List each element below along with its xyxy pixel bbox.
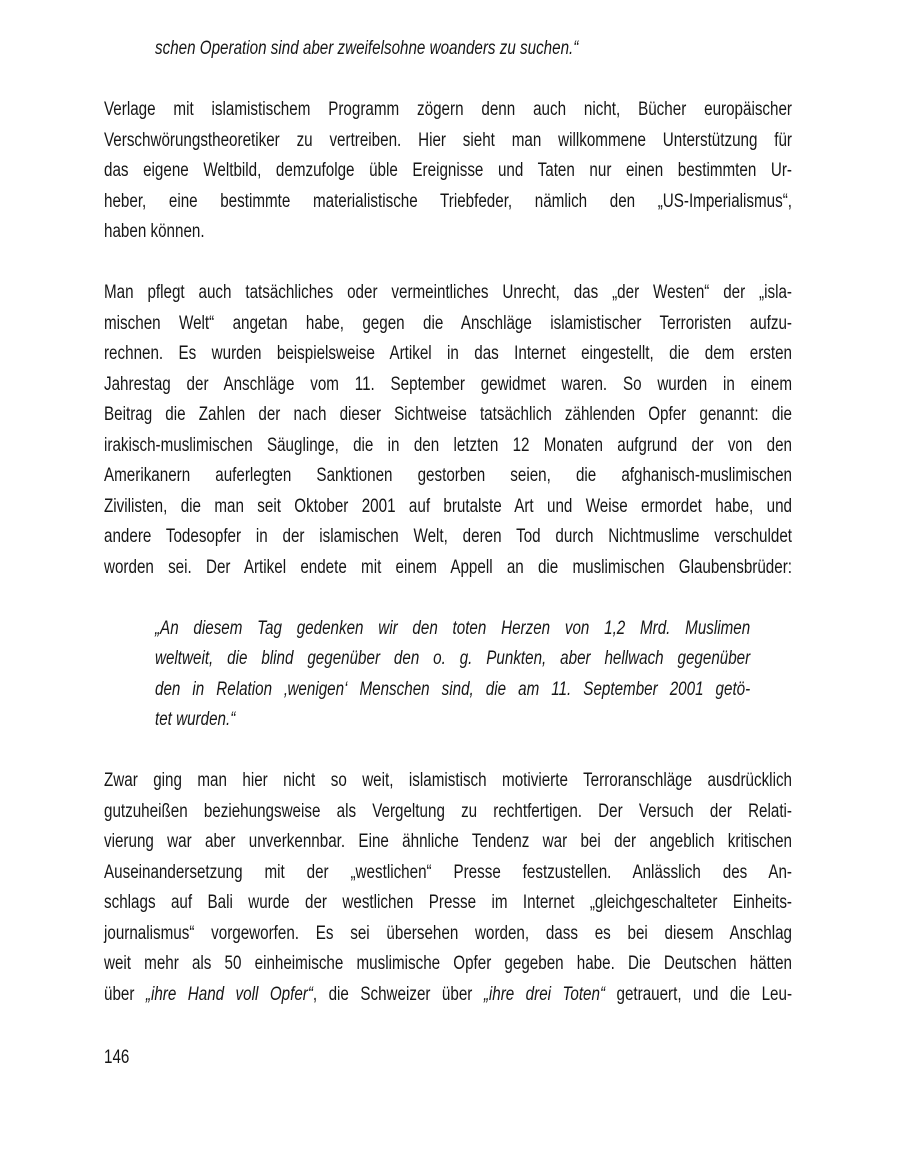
text-segment: Beitrag die Zahlen der nach dieser Sichtweise tatsächlich zählenden Opfer genannt: die xyxy=(104,404,792,425)
text-line xyxy=(104,858,792,889)
text-line xyxy=(104,187,792,218)
text-line xyxy=(104,339,792,370)
text-line xyxy=(104,888,792,919)
text-line xyxy=(155,614,750,645)
text-line xyxy=(104,797,792,828)
text-line xyxy=(104,492,792,523)
blockquote xyxy=(155,614,900,736)
paragraph-3 xyxy=(104,766,900,1010)
text-segment: getrauert, und die Leu- xyxy=(605,983,793,1005)
text-line xyxy=(155,675,750,706)
text-line xyxy=(104,217,792,248)
text-line xyxy=(155,34,750,65)
text-segment: Verschwörungstheoretiker zu vertreiben. Hier sieht man willkommene Unterstützung für xyxy=(104,129,792,151)
text-segment: das eigene Weltbild, demzufolge üble Ereignisse und Taten nur einen bestimmten Ur- xyxy=(104,160,792,181)
text-segment: schen Operation sind aber zweifelsohne woanders zu suchen.“ xyxy=(155,38,579,59)
text-segment: schlags auf Bali wurde der westlichen Presse im Internet „gleichgeschalteter Einheits- xyxy=(104,892,792,913)
italic-text-segment: „ihre drei Toten“ xyxy=(483,983,606,1005)
text-segment: Amerikanern auferlegten Sanktionen gestorben seien, die afghanisch-muslimischen xyxy=(104,465,792,486)
text-line xyxy=(104,126,792,157)
paragraph-2 xyxy=(104,278,900,583)
text-segment: Jahrestag der Anschläge vom 11. September gewidmet waren. So wurden in einem xyxy=(104,373,792,395)
text-line xyxy=(104,431,792,462)
text-segment: den in Relation ‚wenigen‘ Menschen sind, die am 11. September 2001 getö- xyxy=(155,678,751,700)
page-number: 146 xyxy=(104,1047,130,1068)
text-segment: Zwar ging man hier nicht so weit, islamistisch motivierte Terroranschläge ausdrücklich xyxy=(104,770,792,791)
text-segment: vierung war aber unverkennbar. Eine ähnliche Tendenz war bei der angeblich kritischen xyxy=(104,831,792,852)
text-line xyxy=(104,278,792,309)
text-segment: haben können. xyxy=(104,221,205,242)
text-segment: , die Schweizer über xyxy=(312,983,484,1005)
text-line xyxy=(104,400,792,431)
text-segment: rechnen. Es wurden beispielsweise Artikel in das Internet eingestellt, die dem ersten xyxy=(104,343,792,364)
text-line xyxy=(104,461,792,492)
text-segment: mischen Welt“ angetan habe, gegen die Anschläge islamistischer Terroristen aufzu- xyxy=(104,312,792,334)
text-line xyxy=(104,827,792,858)
text-segment: Verlage mit islamistischem Programm zögern denn auch nicht, Bücher europäischer xyxy=(104,99,792,120)
quote-continuation xyxy=(155,34,900,65)
italic-text-segment: „ihre Hand voll Opfer“ xyxy=(145,983,313,1005)
text-segment: „An diesem Tag gedenken wir den toten Herzen von 1,2 Mrd. Muslimen xyxy=(155,617,751,639)
text-line xyxy=(104,980,792,1011)
text-line xyxy=(104,309,792,340)
text-segment: Man pflegt auch tatsächliches oder vermeintliches Unrecht, das „der Westen“ der „isla- xyxy=(104,282,792,303)
text-line xyxy=(155,644,750,675)
text-line xyxy=(104,766,792,797)
text-line xyxy=(104,949,792,980)
text-segment: Zivilisten, die man seit Oktober 2001 auf brutalste Art und Weise ermordet habe, und xyxy=(104,495,792,517)
text-segment: andere Todesopfer in der islamischen Welt, deren Tod durch Nichtmuslime verschuldet xyxy=(104,526,792,547)
text-line xyxy=(104,522,792,553)
text-line xyxy=(104,553,792,584)
text-line xyxy=(104,919,792,950)
text-segment: heber, eine bestimmte materialistische Triebfeder, nämlich den „US-Imperialismus“, xyxy=(104,190,792,212)
text-line xyxy=(104,156,792,187)
text-segment: irakisch-muslimischen Säuglinge, die in den letzten 12 Monaten aufgrund der von den xyxy=(104,434,792,456)
text-segment: worden sei. Der Artikel endete mit einem Appell an die muslimischen Glaubensbrüder: xyxy=(104,556,792,578)
text-segment: über xyxy=(104,983,146,1005)
text-segment: journalismus“ vorgeworfen. Es sei übersehen worden, dass es bei diesem Anschlag xyxy=(104,922,792,944)
paragraph-1 xyxy=(104,95,900,248)
text-segment: Auseinandersetzung mit der „westlichen“ Presse festzustellen. Anlässlich des An- xyxy=(104,861,792,883)
text-line xyxy=(104,370,792,401)
text-segment: weltweit, die blind gegenüber den o. g. Punkten, aber hellwach gegenüber xyxy=(155,648,751,669)
text-line xyxy=(104,95,792,126)
text-segment: gutzuheißen beziehungsweise als Vergeltung zu rechtfertigen. Der Versuch der Relati- xyxy=(104,800,792,822)
text-segment: weit mehr als 50 einheimische muslimische Opfer gegeben habe. Die Deutschen hätten xyxy=(104,953,792,974)
page-footer xyxy=(104,1043,900,1074)
text-line xyxy=(155,705,750,736)
text-segment: tet wurden.“ xyxy=(155,709,236,730)
